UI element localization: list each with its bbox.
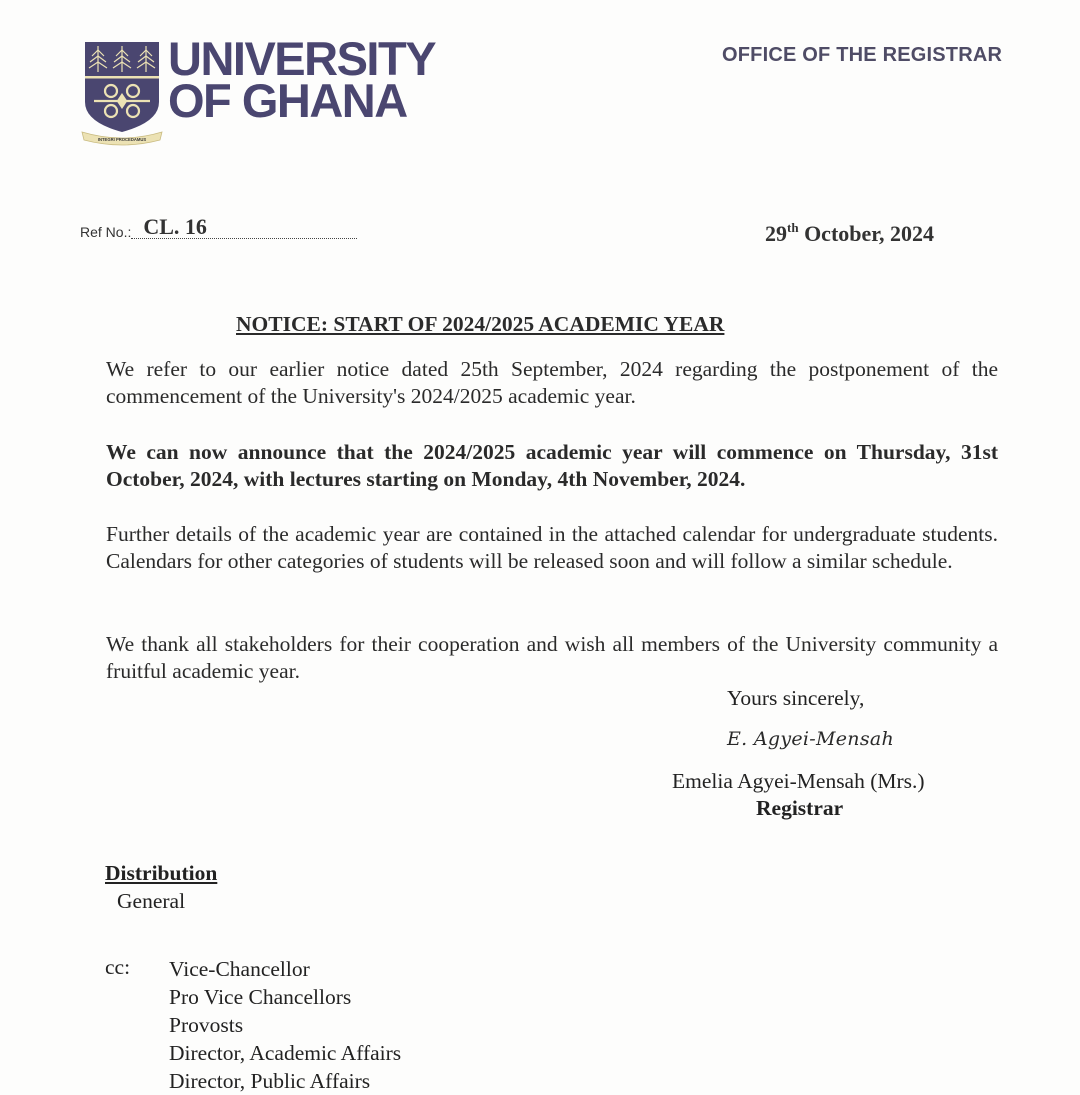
cc-item: Vice-Chancellor <box>169 957 310 981</box>
date-rest: October, 2024 <box>798 221 935 246</box>
wordmark-line-2: OF GHANA <box>168 74 407 127</box>
university-wordmark <box>168 32 436 127</box>
closing-salutation: Yours sincerely, <box>727 686 865 710</box>
university-crest-logo <box>80 40 164 148</box>
distribution-heading: Distribution <box>105 861 218 885</box>
ref-dotted-line <box>131 214 357 239</box>
date-day: 29 <box>765 221 787 246</box>
signature: E. Agyei-Mensah <box>727 728 895 750</box>
reference-number <box>80 214 357 242</box>
cc-item: Provosts <box>169 1013 244 1037</box>
signer-name: Emelia Agyei-Mensah (Mrs.) <box>672 769 925 793</box>
crest-motto: INTEGRI PROCEDAMUS <box>97 137 147 142</box>
distribution-general: General <box>117 889 186 913</box>
paragraph-reference: We refer to our earlier notice dated 25th September, 2024 regarding the postponement of the commencement of the University's 2024/2025 academic year. <box>106 357 998 408</box>
wordmark-line-1: UNIVERSITY <box>168 32 436 85</box>
paragraph-announcement: We can now announce that the 2024/2025 academic year will commence on Thursday, 31st October, 2024, with lectures starting on Monday, 4th November, 2024. <box>106 440 998 491</box>
paragraph-thanks: We thank all stakeholders for their cooperation and wish all members of the University community a fruitful academic year. <box>106 632 998 683</box>
office-heading: OFFICE OF THE REGISTRAR <box>722 44 1003 66</box>
notice-title: NOTICE: START OF 2024/2025 ACADEMIC YEAR <box>236 312 725 336</box>
date-suffix: th <box>787 220 799 235</box>
signer-title: Registrar <box>756 796 844 820</box>
cc-item: Director, Public Affairs <box>169 1069 371 1093</box>
paragraph-details: Further details of the academic year are contained in the attached calendar for undergraduate students. Calendars for other categories of students will be released soon and will follow a similar schedule. <box>106 522 998 573</box>
cc-list <box>169 955 401 1095</box>
cc-item: Director, Academic Affairs <box>169 1041 402 1065</box>
cc-item: Pro Vice Chancellors <box>169 985 352 1009</box>
ref-label: Ref No.: <box>80 224 132 240</box>
cc-label: cc: <box>105 955 131 979</box>
letter-date <box>765 220 934 247</box>
ref-value: CL. 16 <box>143 214 207 239</box>
